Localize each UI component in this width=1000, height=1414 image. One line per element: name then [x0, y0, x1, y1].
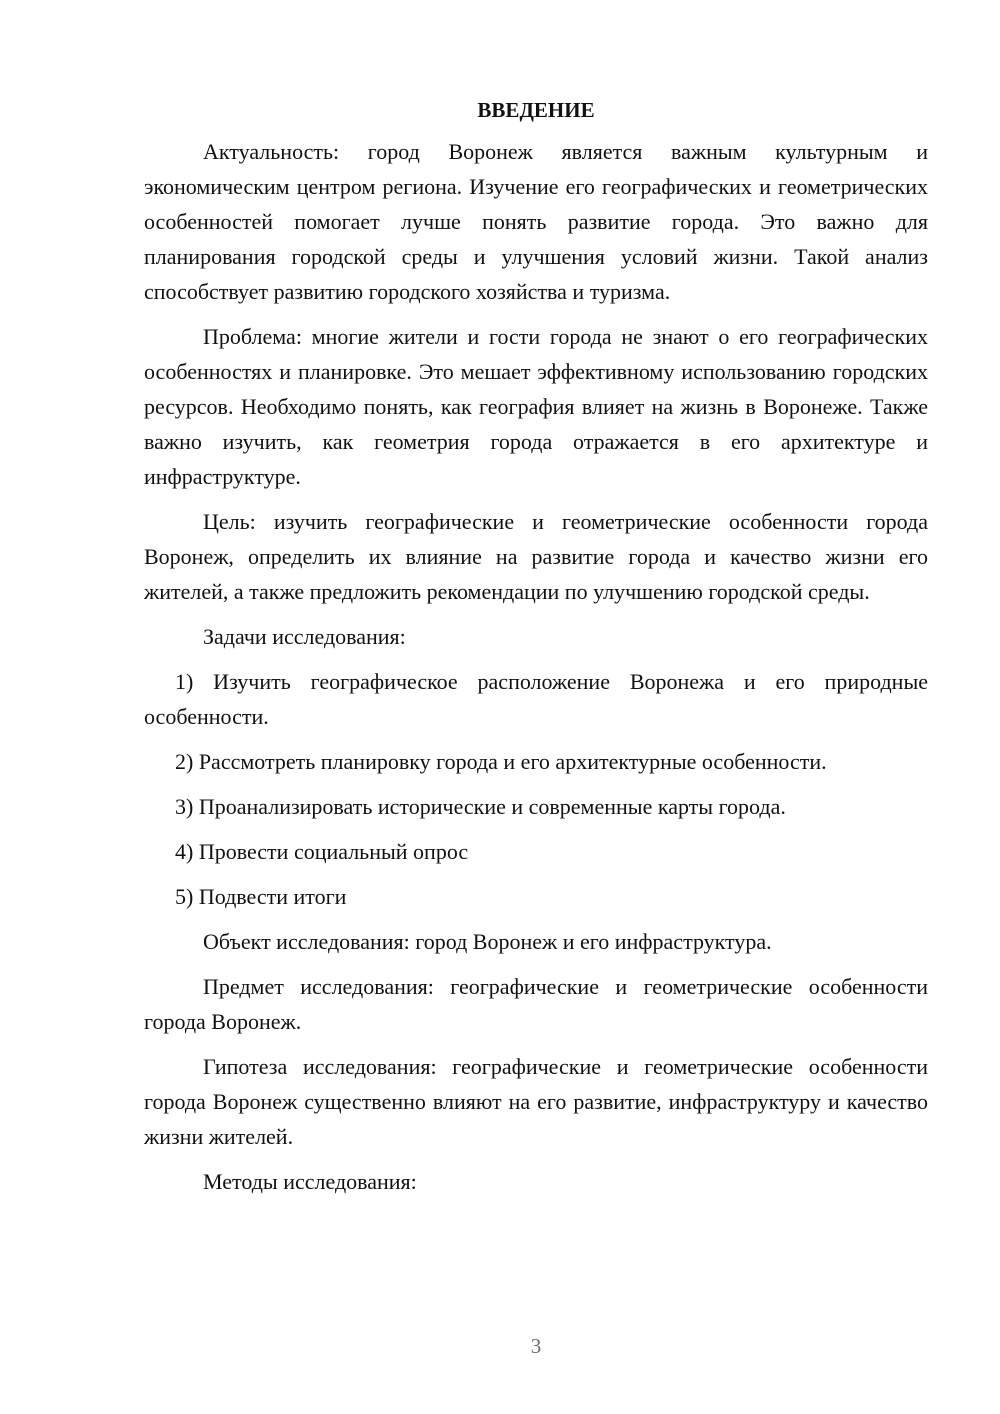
task-item-3: 3) Проанализировать исторические и современные карты города. [175, 794, 786, 819]
task-item-5: 5) Подвести итоги [175, 884, 347, 909]
paragraph-object: Объект исследования: город Воронеж и его инфраструктура. [203, 929, 772, 954]
paragraph-relevance: Актуальность: город Воронеж является важным культурным и экономическим центром региона. Изучение его географических и геометрических особенностей помогает лучше понять развитие города. Это важно для планирования городской среды и улучшения условий жизни. Такой анализ способствует развитию городского хозяйства и туризма. [144, 139, 928, 304]
paragraph-tasks-heading: Задачи исследования: [203, 624, 406, 649]
paragraph-subject: Предмет исследования: географические и геометрические особенности города Воронеж. [144, 974, 928, 1034]
section-title: ВВЕДЕНИЕ [477, 98, 595, 122]
page-content [144, 96, 928, 1209]
task-item-2: 2) Рассмотреть планировку города и его архитектурные особенности. [175, 749, 827, 774]
task-item-1: 1) Изучить географическое расположение Воронежа и его природные особенности. [144, 669, 928, 729]
task-item-4: 4) Провести социальный опрос [175, 839, 469, 864]
paragraph-goal: Цель: изучить географические и геометрические особенности города Воронеж, определить их влияние на развитие города и качество жизни его жителей, а также предложить рекомендации по улучшению городской среды. [144, 509, 928, 604]
paragraph-hypothesis: Гипотеза исследования: географические и геометрические особенности города Воронеж существенно влияют на его развитие, инфраструктуру и качество жизни жителей. [144, 1054, 928, 1149]
page-number: 3 [530, 1334, 542, 1358]
paragraph-problem: Проблема: многие жители и гости города не знают о его географических особенностях и планировке. Это мешает эффективному использованию городских ресурсов. Необходимо понять, как география влияет на жизнь в Воронеже. Также важно изучить, как геометрия города отражается в его архитектуре и инфраструктуре. [144, 324, 928, 489]
paragraph-methods: Методы исследования: [203, 1169, 417, 1194]
